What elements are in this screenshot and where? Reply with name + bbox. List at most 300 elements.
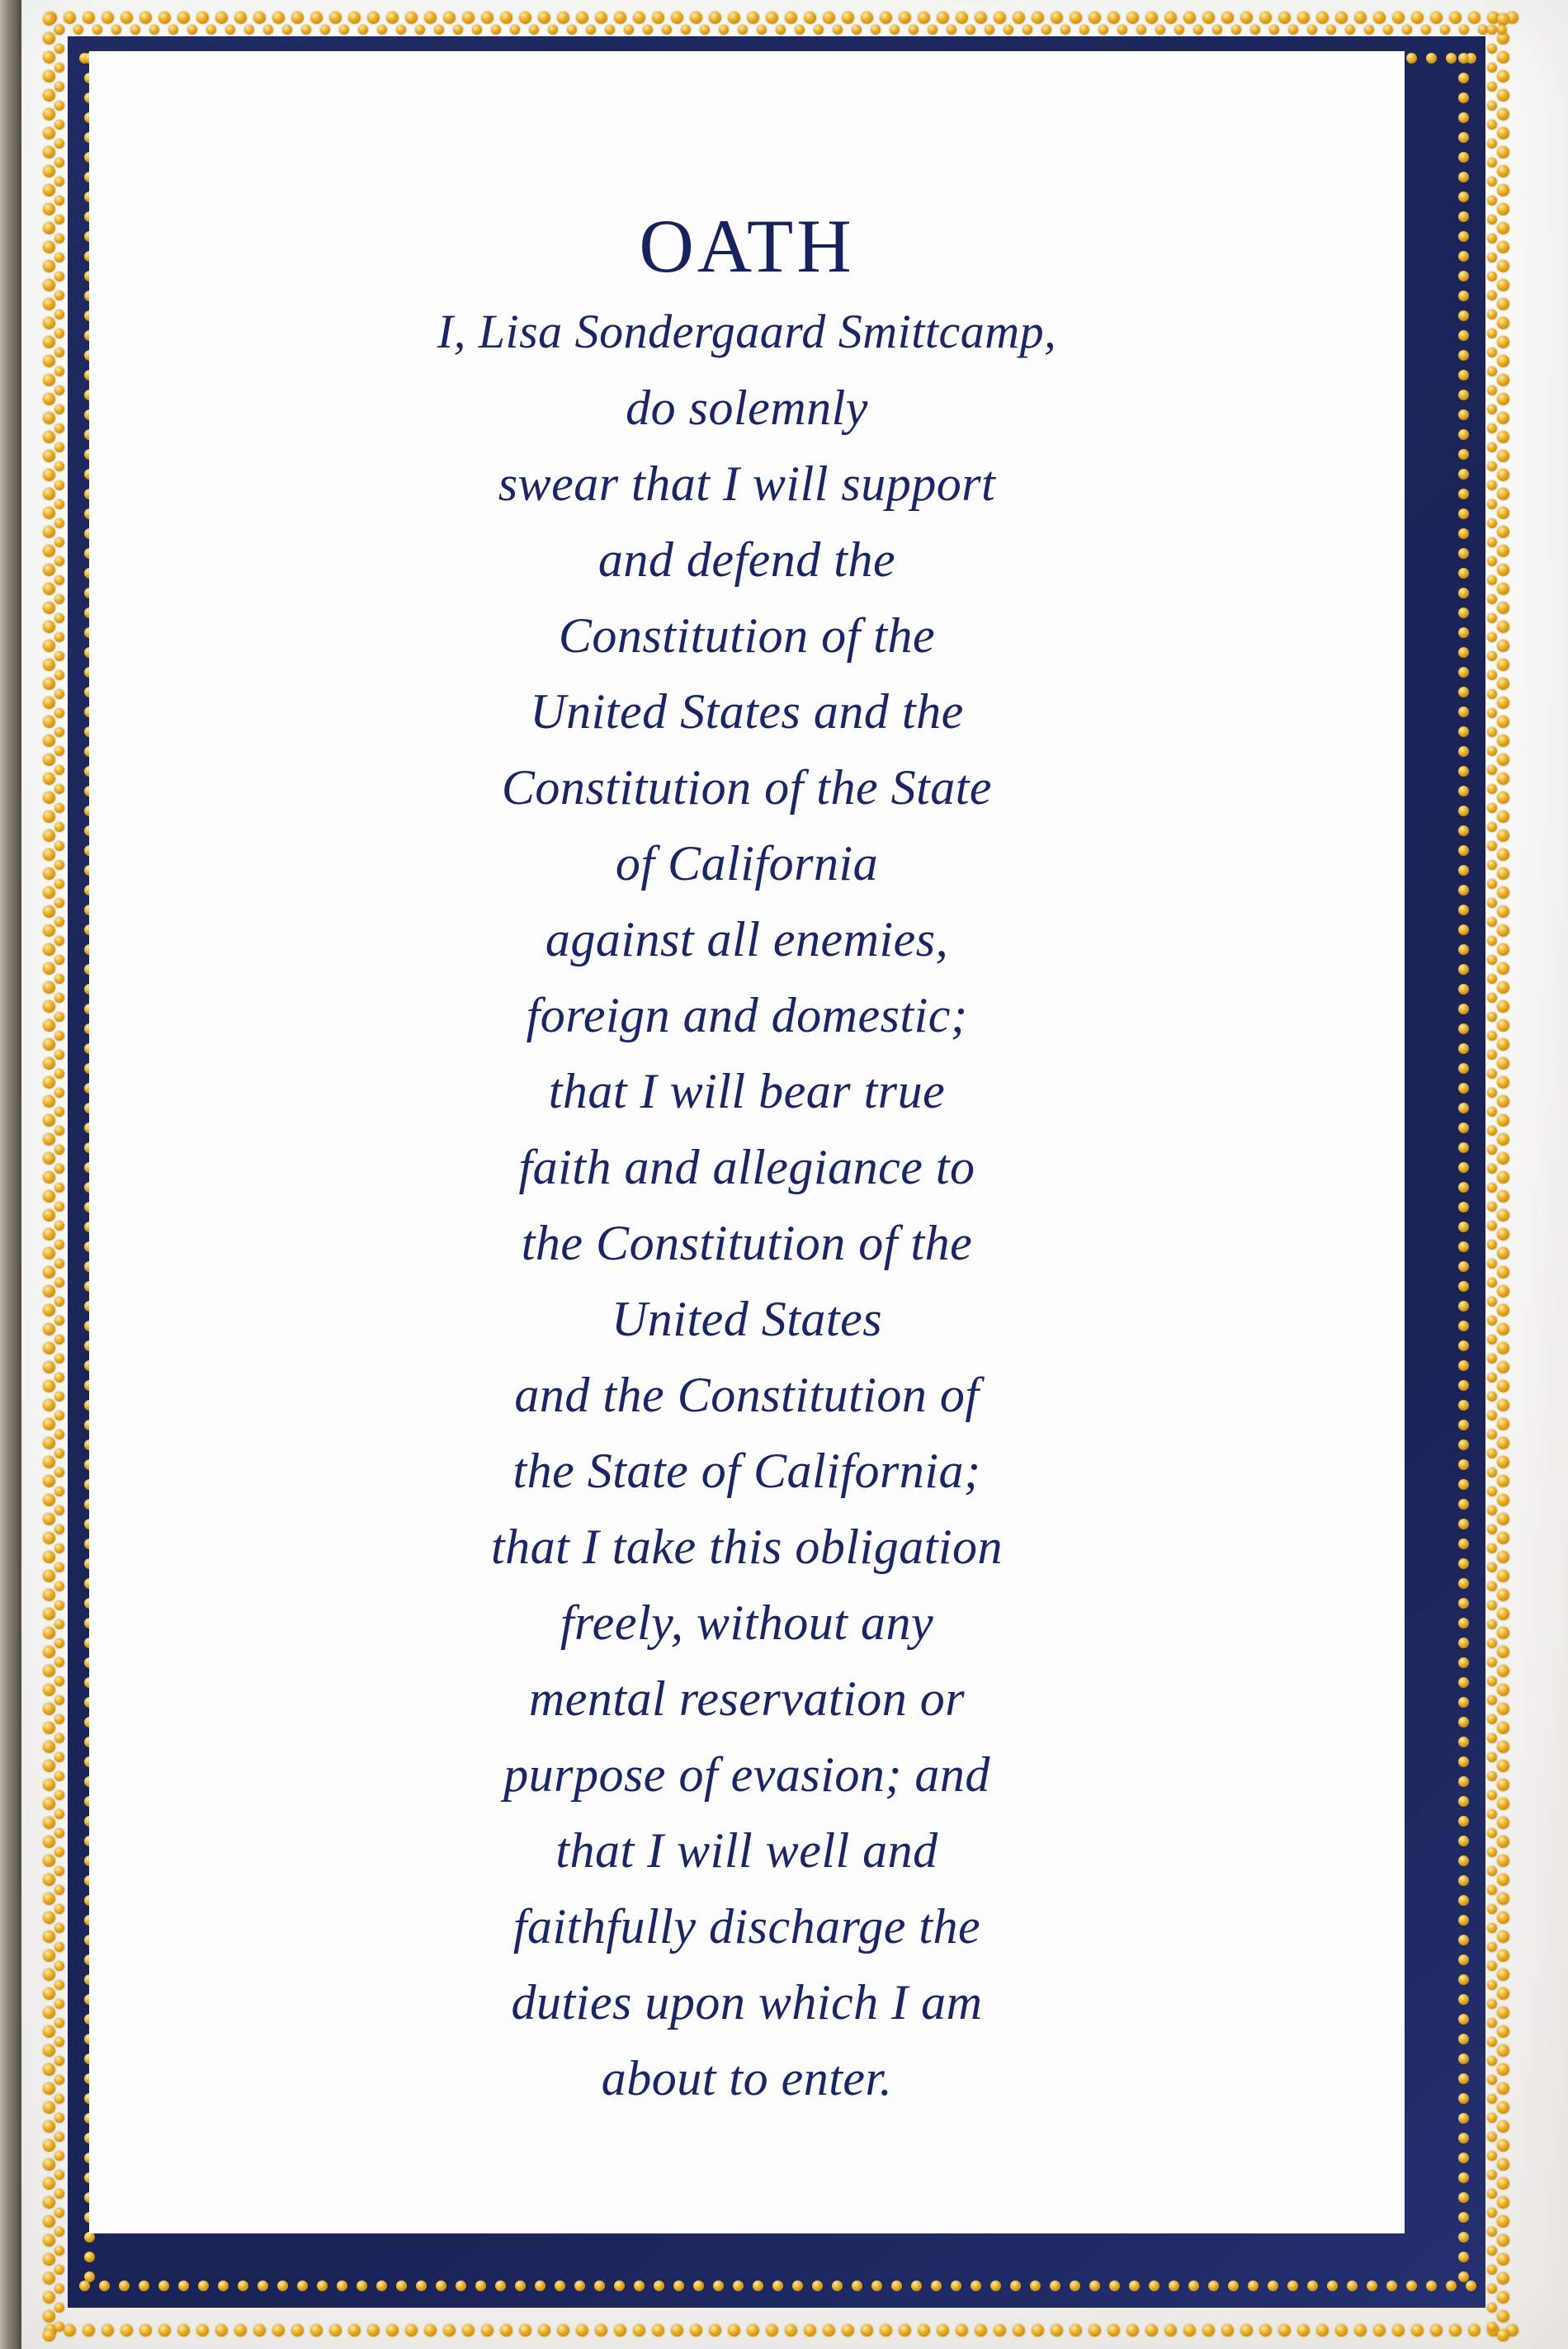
gold-dot: [1487, 1259, 1497, 1269]
gold-dot: [1497, 1380, 1509, 1392]
gold-dot: [64, 2324, 76, 2337]
gold-dot: [918, 2324, 930, 2337]
gold-dot: [43, 924, 55, 937]
gold-dot: [43, 1665, 55, 1677]
gold-dot: [1487, 1638, 1497, 1648]
gold-dot-on-navy: [1458, 1380, 1469, 1391]
gold-dot: [54, 556, 64, 566]
gold-dot: [472, 25, 482, 35]
gold-dot: [43, 146, 55, 158]
gold-dot: [1023, 25, 1032, 35]
gold-dot-on-navy: [238, 2280, 248, 2291]
gold-dot: [1487, 1297, 1497, 1307]
gold-dot: [367, 12, 380, 24]
gold-dot: [1487, 537, 1497, 547]
gold-dot: [54, 1847, 64, 1857]
gold-dot: [1497, 1931, 1509, 1943]
gold-dot: [54, 727, 64, 737]
gold-dot: [529, 25, 539, 35]
oath-line: of California: [615, 836, 879, 891]
gold-dot: [1487, 2151, 1497, 2161]
gold-dot: [43, 279, 55, 291]
gold-dot-on-navy: [1458, 707, 1469, 717]
gold-dot-on-navy: [1458, 112, 1469, 123]
gold-dot: [1411, 2324, 1424, 2337]
gold-dot-on-navy: [1458, 1895, 1469, 1906]
gold-dot: [1487, 442, 1497, 452]
gold-dot: [102, 12, 114, 24]
gold-dot: [1487, 1543, 1497, 1553]
gold-dot: [1487, 366, 1497, 376]
gold-dot-on-navy: [1458, 449, 1469, 460]
oath-line: United States and the: [530, 684, 964, 739]
gold-dot: [1497, 1285, 1509, 1297]
gold-dot: [43, 2082, 55, 2095]
gold-dot: [1487, 2037, 1497, 2047]
gold-dot-on-navy: [1458, 687, 1469, 697]
gold-dot-on-navy: [1458, 2133, 1469, 2143]
oath-line: foreign and domestic;: [526, 988, 968, 1042]
gold-dot: [1487, 1202, 1497, 1212]
gold-dot-on-navy: [1458, 1261, 1469, 1272]
gold-dot-on-navy: [1458, 1182, 1469, 1193]
gold-dot: [1060, 25, 1070, 35]
gold-dot: [1335, 2324, 1348, 2337]
gold-dot-on-navy: [772, 2280, 783, 2291]
gold-dot: [291, 12, 304, 24]
gold-dot: [43, 203, 55, 215]
gold-dot: [54, 784, 64, 794]
gold-dot-on-navy: [475, 2280, 486, 2291]
gold-dot-on-navy: [1169, 2280, 1179, 2291]
gold-dot: [975, 12, 987, 24]
gold-dot-on-navy: [1458, 390, 1469, 400]
gold-dot: [1487, 556, 1497, 566]
gold-dot: [1487, 993, 1497, 1003]
gold-dot: [1126, 12, 1139, 24]
gold-dot: [1497, 1304, 1509, 1316]
gold-dot: [43, 2272, 55, 2285]
gold-dot: [681, 25, 691, 35]
gold-dot-on-navy: [198, 2280, 209, 2291]
gold-dot: [1497, 222, 1509, 234]
gold-dot: [43, 1646, 55, 1658]
gold-dot: [1487, 347, 1497, 357]
gold-dot: [766, 12, 778, 24]
gold-dot: [43, 2177, 55, 2190]
gold-dot-on-navy: [1458, 588, 1469, 598]
gold-dot-on-navy: [1458, 1935, 1469, 1945]
gold-dot: [1335, 12, 1348, 24]
gold-dot: [1497, 450, 1509, 462]
gold-dot: [54, 347, 64, 357]
gold-dot: [1032, 2324, 1044, 2337]
gold-dot: [538, 12, 550, 24]
gold-dot: [994, 2324, 1006, 2337]
gold-dot: [1497, 1817, 1509, 1829]
gold-dot: [1316, 2324, 1329, 2337]
gold-dot: [54, 1809, 64, 1819]
oath-line: that I will bear true: [548, 1064, 946, 1118]
gold-dot: [43, 1304, 55, 1316]
gold-dot-on-navy: [1248, 2280, 1259, 2291]
gold-dot: [43, 1987, 55, 2000]
gold-dot-on-navy: [1458, 53, 1469, 64]
gold-dot: [43, 1475, 55, 1487]
gold-dot-on-navy: [1458, 152, 1469, 163]
gold-dot-on-navy: [1458, 469, 1469, 480]
gold-dot: [1497, 640, 1509, 652]
gold-dot: [1497, 1608, 1509, 1620]
gold-dot: [272, 12, 285, 24]
gold-dot: [1487, 2227, 1497, 2237]
gold-dot: [1497, 602, 1509, 614]
gold-dot: [1497, 146, 1509, 158]
gold-dot-on-navy: [614, 2280, 625, 2291]
gold-dot: [1497, 1209, 1509, 1222]
gold-dot-on-navy: [1458, 1538, 1469, 1549]
gold-dot: [1497, 184, 1509, 196]
gold-dot: [54, 1771, 64, 1781]
gold-dot: [43, 640, 55, 652]
gold-dot-on-navy: [1458, 1360, 1469, 1371]
gold-dot: [1487, 575, 1497, 585]
gold-dot: [1497, 2120, 1509, 2133]
gold-dot: [690, 2324, 702, 2337]
gold-dot: [54, 993, 64, 1003]
gold-dot: [339, 25, 349, 35]
gold-dot: [1487, 670, 1497, 680]
gold-dot: [1487, 1866, 1497, 1876]
gold-dot: [738, 25, 748, 35]
gold-dot: [1487, 499, 1497, 509]
gold-dot-on-navy: [1458, 92, 1469, 103]
gold-dot: [54, 2208, 64, 2218]
gold-dot: [54, 1619, 64, 1629]
gold-dot: [1497, 1836, 1509, 1848]
gold-dot: [54, 44, 64, 54]
gold-dot: [1487, 955, 1497, 965]
gold-dot: [1278, 2324, 1291, 2337]
gold-dot: [1497, 2329, 1509, 2342]
gold-dot: [1497, 735, 1509, 747]
gold-dot: [728, 12, 740, 24]
gold-dot: [814, 25, 824, 35]
gold-dot-on-navy: [535, 2280, 545, 2291]
gold-dot-on-navy: [1458, 2271, 1469, 2282]
gold-dot: [1487, 120, 1497, 130]
gold-dot: [1487, 291, 1497, 300]
gold-dot: [54, 1392, 64, 1401]
gold-dot-on-navy: [1089, 2280, 1100, 2291]
gold-dot: [43, 583, 55, 595]
gold-dot: [652, 12, 664, 24]
gold-dot: [43, 1076, 55, 1089]
gold-dot: [43, 811, 55, 823]
oath-line: Constitution of the State: [501, 760, 993, 815]
gold-dot: [1487, 1183, 1497, 1193]
gold-dot: [1487, 2113, 1497, 2123]
gold-dot: [1487, 1373, 1497, 1382]
gold-dot: [1487, 1676, 1497, 1686]
gold-dot: [1497, 1171, 1509, 1184]
gold-dot: [43, 1703, 55, 1715]
gold-dot: [1487, 898, 1497, 908]
gold-dot: [1487, 1904, 1497, 1914]
gold-dot: [1354, 2324, 1367, 2337]
gold-dot: [1497, 507, 1509, 519]
gold-dot-on-navy: [1458, 172, 1469, 182]
gold-dot: [1487, 82, 1497, 92]
gold-dot: [1487, 708, 1497, 718]
gold-dot: [43, 1456, 55, 1468]
gold-dot: [329, 12, 342, 24]
gold-dot: [1497, 1057, 1509, 1070]
gold-dot-on-navy: [1458, 964, 1469, 975]
gold-dot: [1487, 1752, 1497, 1762]
gold-dot-on-navy: [1458, 885, 1469, 896]
gold-dot-on-navy: [218, 2280, 229, 2291]
gold-dot-on-navy: [1458, 350, 1469, 361]
gold-dot-on-navy: [1458, 1103, 1469, 1113]
oath-text-block: [89, 51, 1405, 2233]
gold-dot: [43, 1323, 55, 1335]
gold-dot: [54, 1524, 64, 1534]
gold-dot: [43, 2158, 55, 2171]
gold-dot: [43, 108, 55, 121]
gold-dot-on-navy: [1458, 1499, 1469, 1510]
gold-dot: [1440, 25, 1450, 35]
gold-dot: [1487, 1695, 1497, 1705]
gold-dot: [1487, 2170, 1497, 2180]
gold-dot: [1164, 2324, 1177, 2337]
gold-dot: [54, 1012, 64, 1022]
gold-dot: [1497, 526, 1509, 538]
gold-dot: [54, 215, 64, 225]
gold-dot: [1108, 2324, 1120, 2337]
gold-dot: [557, 12, 569, 24]
gold-dot: [54, 2075, 64, 2085]
gold-dot-on-navy: [1458, 1202, 1469, 1212]
gold-dot: [1098, 25, 1108, 35]
gold-dot: [234, 12, 247, 24]
gold-dot: [1183, 2324, 1196, 2337]
gold-dot: [1497, 1437, 1509, 1449]
gold-dot: [54, 480, 64, 490]
gold-dot: [43, 2196, 55, 2209]
gold-dot-on-navy: [1458, 2054, 1469, 2064]
gold-dot-on-navy: [257, 2280, 268, 2291]
gold-dot: [1392, 12, 1405, 24]
gold-dot: [43, 886, 55, 899]
gold-dot: [1497, 336, 1509, 348]
gold-dot: [424, 2324, 437, 2337]
gold-dot: [92, 25, 102, 35]
gold-dot: [1089, 2324, 1101, 2337]
gold-dot: [1497, 488, 1509, 500]
gold-dot: [1108, 12, 1120, 24]
gold-dot: [1240, 2324, 1253, 2337]
gold-dot-on-navy: [1466, 53, 1476, 64]
gold-dot-on-navy: [852, 2280, 862, 2291]
gold-dot-on-navy: [1458, 429, 1469, 440]
gold-dot-on-navy: [871, 2280, 882, 2291]
gold-dot: [43, 1342, 55, 1354]
gold-dot-on-navy: [911, 2280, 922, 2291]
gold-dot: [1497, 241, 1509, 253]
gold-dot: [83, 12, 95, 24]
oath-line: do solemnly: [626, 380, 868, 435]
gold-dot: [1487, 1107, 1497, 1117]
gold-dot-on-navy: [931, 2280, 942, 2291]
gold-dot: [1487, 1923, 1497, 1933]
gold-dot: [1497, 2272, 1509, 2285]
gold-dot: [1051, 12, 1063, 24]
gold-dot-on-navy: [1458, 1836, 1469, 1846]
gold-dot: [1497, 165, 1509, 177]
gold-dot: [43, 1836, 55, 1848]
gold-dot: [54, 2037, 64, 2047]
gold-dot: [1497, 431, 1509, 443]
gold-dot: [880, 2324, 892, 2337]
gold-dot: [43, 735, 55, 747]
gold-dot: [1354, 12, 1367, 24]
gold-dot: [54, 253, 64, 262]
gold-dot: [1487, 936, 1497, 946]
gold-dot: [443, 2324, 456, 2337]
gold-dot-on-navy: [1327, 2280, 1338, 2291]
gold-dot: [481, 2324, 494, 2337]
gold-dot-on-navy: [396, 2280, 407, 2291]
gold-dot: [1288, 25, 1298, 35]
gold-dot: [43, 2253, 55, 2266]
gold-dot: [234, 2324, 247, 2337]
gold-dot-on-navy: [1386, 2280, 1397, 2291]
gold-dot: [43, 1893, 55, 1905]
gold-dot-on-navy: [1458, 607, 1469, 618]
oath-line: Constitution of the: [558, 608, 936, 663]
gold-dot-on-navy: [99, 2280, 110, 2291]
gold-dot: [1497, 32, 1509, 45]
gold-dot: [1487, 803, 1497, 813]
gold-dot: [1497, 2006, 1509, 2019]
gold-dot: [1497, 2101, 1509, 2114]
gold-dot: [54, 2246, 64, 2256]
gold-dot: [43, 393, 55, 405]
gold-dot: [1326, 25, 1336, 35]
gold-dot: [700, 25, 710, 35]
certificate-border: [38, 7, 1515, 2342]
gold-dot-on-navy: [654, 2280, 664, 2291]
gold-dot: [54, 822, 64, 832]
gold-dot: [54, 2303, 64, 2313]
gold-dot: [1468, 2324, 1481, 2337]
gold-dot: [1051, 2324, 1063, 2337]
gold-dot: [54, 2018, 64, 2028]
gold-dot-on-navy: [1458, 667, 1469, 678]
gold-dot-on-navy: [1458, 865, 1469, 876]
gold-dot: [54, 1961, 64, 1971]
gold-dot: [1497, 1095, 1509, 1108]
gold-dot: [1487, 2056, 1497, 2066]
gold-dot: [291, 2324, 304, 2337]
gold-dot-on-navy: [832, 2280, 843, 2291]
gold-dot: [1497, 2025, 1509, 2038]
gold-dot: [1497, 1114, 1509, 1127]
gold-dot: [1487, 461, 1497, 471]
gold-dot-on-navy: [1446, 2280, 1457, 2291]
gold-dot-on-navy: [1458, 291, 1469, 301]
gold-dot: [1487, 253, 1497, 262]
gold-dot-on-navy: [1458, 647, 1469, 658]
gold-dot-on-navy: [495, 2280, 506, 2291]
gold-dot: [804, 2324, 816, 2337]
gold-dot: [909, 25, 919, 35]
gold-dot-on-navy: [1458, 2252, 1469, 2262]
gold-dot: [1487, 1847, 1497, 1857]
gold-dot: [43, 943, 55, 956]
gold-dot: [1421, 25, 1431, 35]
gold-dot: [54, 1562, 64, 1572]
gold-dot: [1497, 1190, 1509, 1203]
gold-dot-on-navy: [1458, 409, 1469, 420]
gold-dot-on-navy: [119, 2280, 130, 2291]
gold-dot: [43, 1589, 55, 1601]
gold-dot: [1174, 25, 1184, 35]
gold-dot: [54, 272, 64, 281]
gold-dot-on-navy: [1458, 1519, 1469, 1529]
gold-dot: [43, 1114, 55, 1127]
gold-dot: [1487, 2322, 1497, 2332]
gold-dot: [947, 25, 956, 35]
gold-dot: [1497, 1532, 1509, 1544]
gold-dot: [1497, 1741, 1509, 1753]
gold-dot-on-navy: [1149, 2280, 1159, 2291]
gold-dot: [595, 12, 607, 24]
gold-dot: [1487, 860, 1497, 870]
gold-dot: [54, 974, 64, 984]
gold-dot: [43, 1760, 55, 1772]
gold-dot: [1497, 564, 1509, 576]
gold-dot: [54, 423, 64, 433]
gold-dot: [54, 1923, 64, 1933]
gold-dot: [453, 25, 463, 35]
gold-dot: [1487, 328, 1497, 338]
gold-dot: [54, 518, 64, 528]
gold-dot: [548, 25, 558, 35]
gold-dot: [1487, 1411, 1497, 1420]
gold-dot: [1497, 545, 1509, 557]
gold-dot-on-navy: [1367, 2280, 1377, 2291]
gold-dot-on-navy: [1307, 2280, 1318, 2291]
oath-line: freely, without any: [560, 1595, 934, 1650]
gold-dot: [1497, 2139, 1509, 2152]
gold-dot: [1487, 518, 1497, 528]
gold-dot-on-navy: [1458, 568, 1469, 579]
gold-dot: [1497, 1703, 1509, 1715]
gold-dot: [43, 1950, 55, 1962]
gold-dot: [272, 2324, 285, 2337]
gold-dot: [43, 336, 55, 348]
gold-dot: [43, 1000, 55, 1013]
gold-dot: [1497, 1874, 1509, 1886]
gold-dot: [54, 1733, 64, 1743]
gold-dot: [43, 1133, 55, 1146]
gold-dot: [43, 222, 55, 234]
gold-dot: [43, 127, 55, 139]
gold-dot: [1278, 12, 1291, 24]
gold-dot: [139, 2324, 152, 2337]
